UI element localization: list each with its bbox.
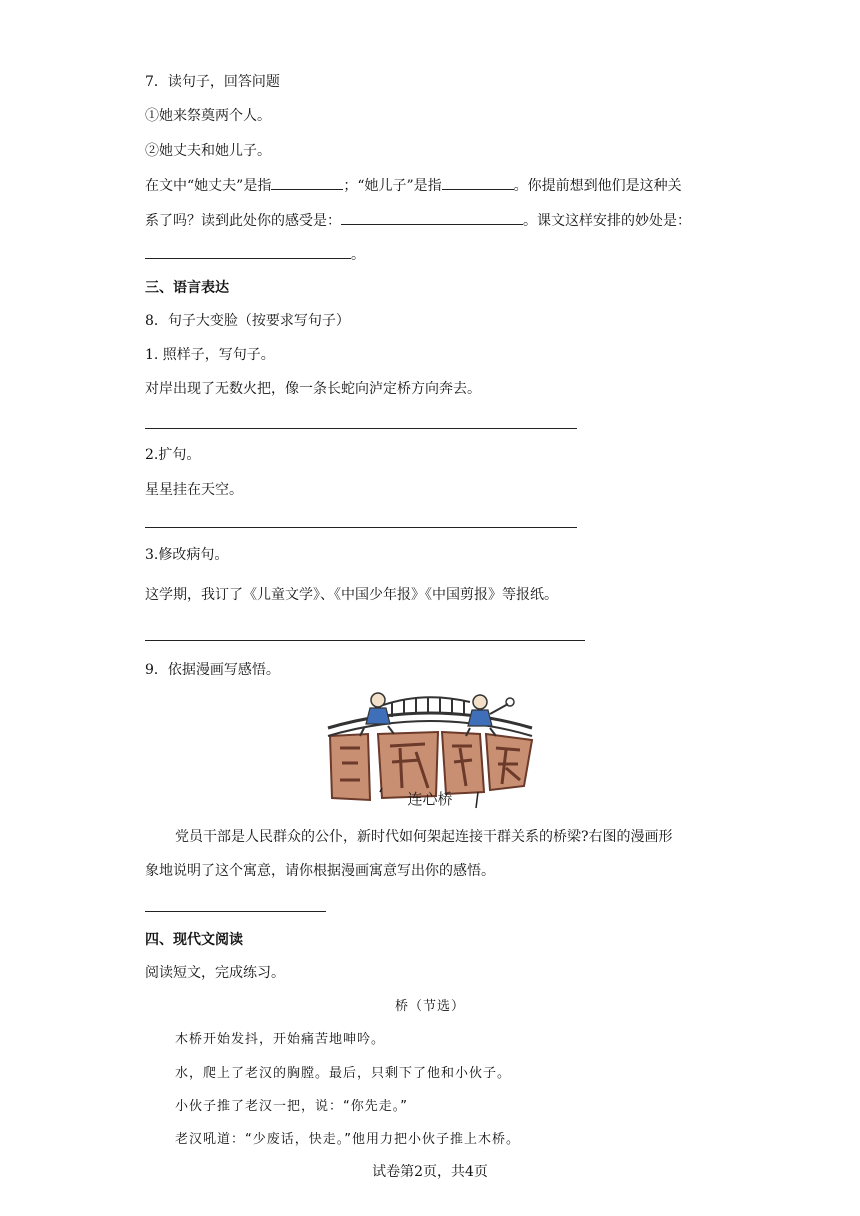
q7-title: 7．读句子，回答问题 [145,74,280,90]
q7-sentence-2: ②她丈夫和她儿子。 [145,143,271,159]
passage-line: 老汉吼道：“少废话，快走。”他用力把小伙子推上木桥。 [175,1132,520,1147]
answer-blank-feeling[interactable] [341,210,523,225]
section-3-heading: 三、语言表达 [145,280,229,296]
answer-line-3[interactable] [145,640,585,641]
q9-title: 9．依据漫画写感悟。 [145,662,280,678]
passage-line: 水，爬上了老汉的胸膛。最后，只剩下了他和小伙子。 [175,1066,512,1081]
bridge-comic-image [320,688,540,810]
q7-prompt-part-6: 。 [351,247,365,263]
answer-blank-son[interactable] [442,175,514,190]
q7-prompt-part-2: ；“她儿子”是指 [343,178,442,194]
q8-title: 8．句子大变脸（按要求写句子） [145,313,350,329]
q7-prompt-part-5: 。课文这样安排的妙处是： [523,213,691,229]
answer-line-q9[interactable] [145,911,326,912]
answer-blank-arrangement[interactable] [145,244,351,259]
page-footer: 试卷第2页，共4页 [372,1164,488,1180]
q7-prompt-part-4: 系了吗？读到此处你的感受是： [145,213,341,229]
comic-caption: 连心桥 [407,790,453,808]
q8-sub-2: 2.扩句。 [145,447,201,463]
answer-line-2[interactable] [145,527,577,528]
q7-prompt-part-3: 。你提前想到他们是这种关 [513,178,682,194]
q7-sentence-1: ①她来祭奠两个人。 [145,108,271,124]
q8-example-1: 对岸出现了无数火把，像一条长蛇向泸定桥方向奔去。 [145,381,481,397]
passage-line: 木桥开始发抖，开始痛苦地呻吟。 [175,1032,386,1047]
passage-line: 小伙子推了老汉一把，说：“你先走。” [175,1099,408,1114]
answer-blank-husband[interactable] [271,175,343,190]
q7-prompt-line-1 [145,175,682,196]
q7-prompt-line-2 [145,210,691,231]
q8-sub-1: 1. 照样子，写句子。 [145,347,275,363]
q9-paragraph-line-1: 党员干部是人民群众的公仆，新时代如何架起连接干群关系的桥梁?右图的漫画形 [175,829,673,845]
section-4-intro: 阅读短文，完成练习。 [145,965,285,981]
answer-line-1[interactable] [145,428,577,429]
section-4-heading: 四、现代文阅读 [145,932,243,948]
q7-prompt-part-1: 在文中“她丈夫”是指 [145,178,272,194]
q7-prompt-line-3 [145,244,365,265]
passage-title: 桥（节选） [394,999,465,1014]
q8-sub-3: 3.修改病句。 [145,547,229,563]
q8-example-3: 这学期，我订了《儿童文学》、《中国少年报》《中国剪报》等报纸。 [145,587,558,603]
q9-paragraph-line-2: 象地说明了这个寓意，请你根据漫画寓意写出你的感悟。 [145,863,495,879]
q8-example-2: 星星挂在天空。 [145,482,243,498]
